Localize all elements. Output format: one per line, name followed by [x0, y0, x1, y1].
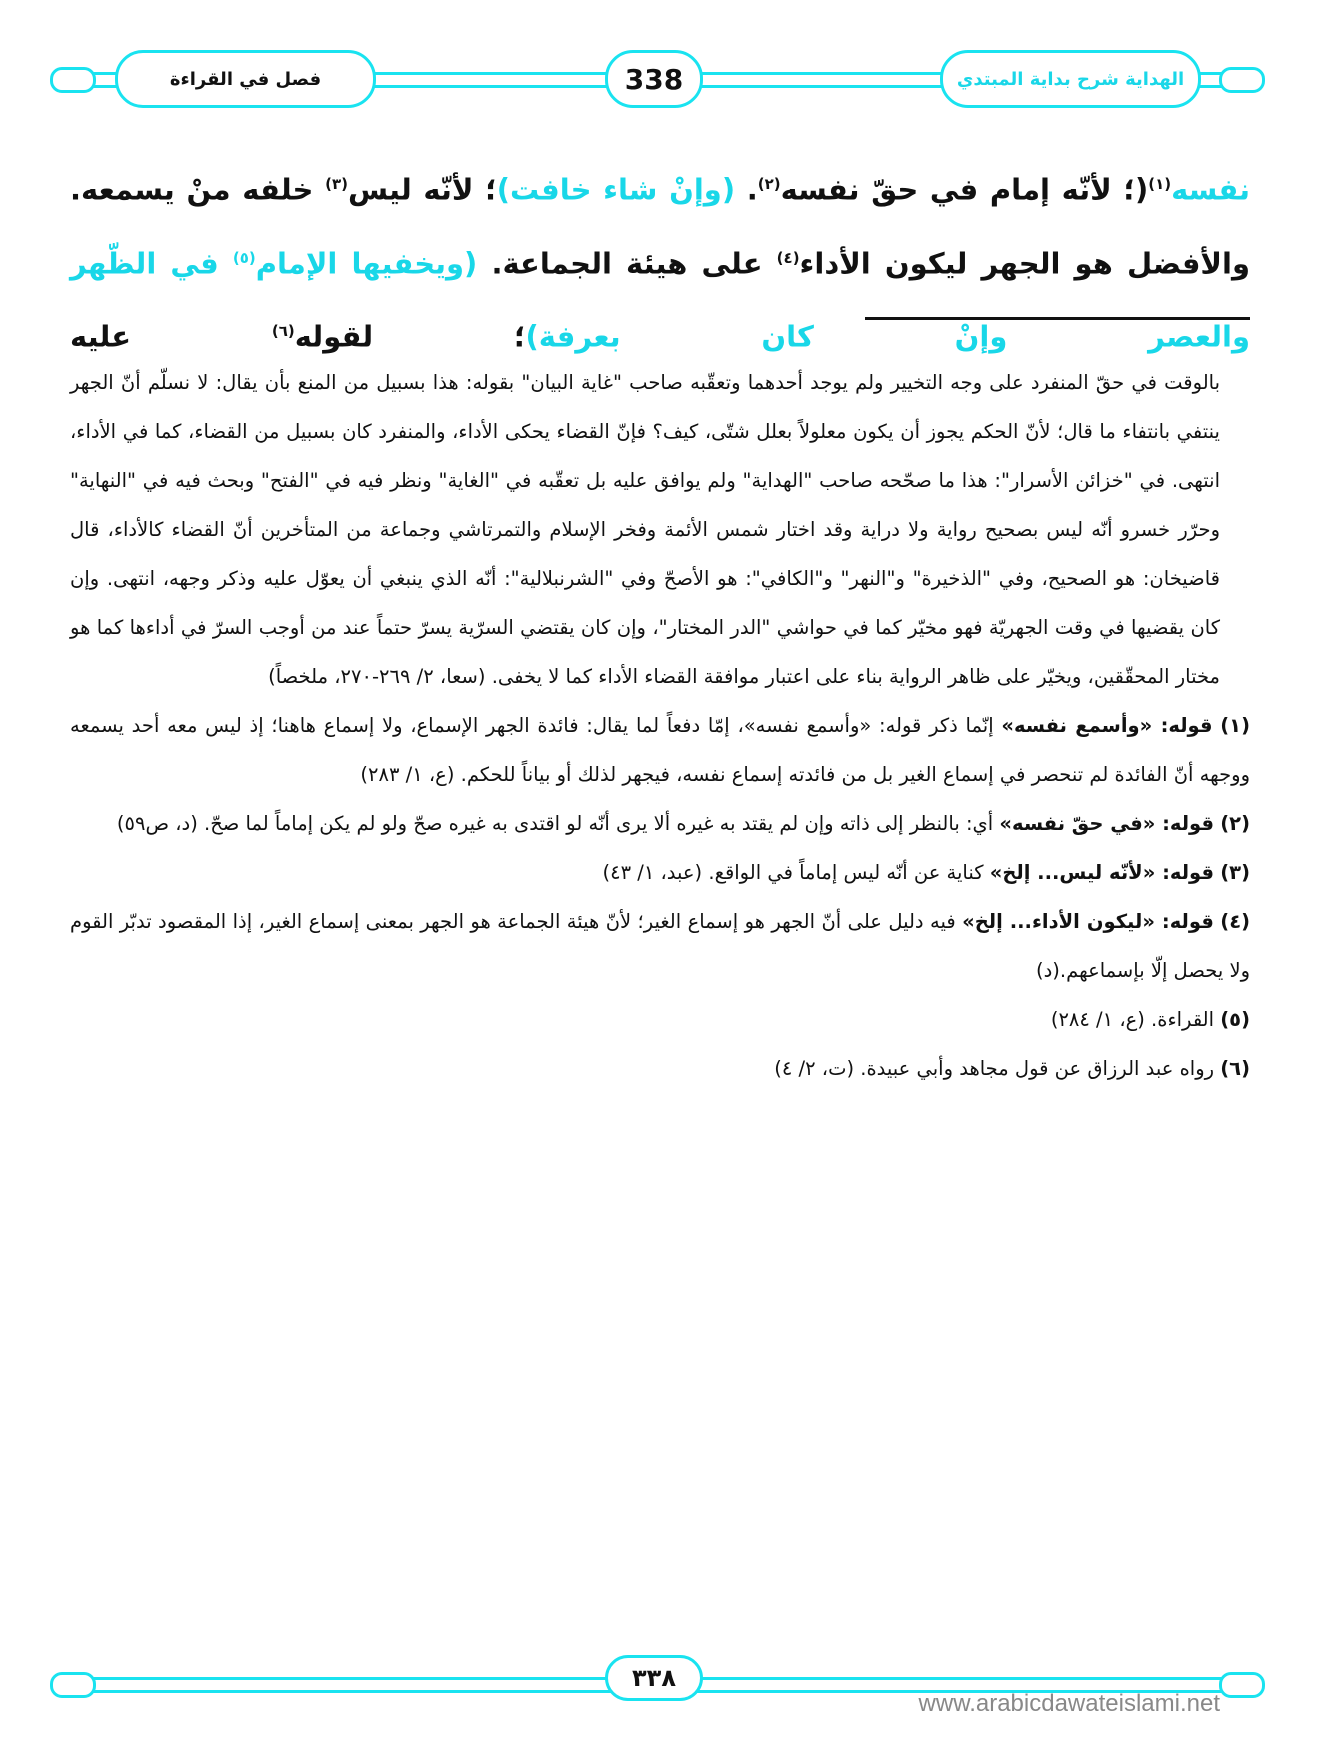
ornament-icon: [50, 67, 96, 93]
footnote-2: (٢) قوله: «في حقّ نفسه» أي: بالنظر إلى ذاته وإن لم يقتد به غيره ألا يرى أنّه لو اقتدى به غيره صحّ ولو لم يكن إماماً لما صحّ. (د، ص٥٩): [116, 812, 1250, 835]
footnote-3: (٣) قوله: «لأنّه ليس... إلخ» كناية عن أنّه ليس إماماً في الواقع. (عبد، ١/ ٤٣): [602, 861, 1250, 884]
footnote-1: (١) قوله: «وأسمع نفسه» إنّما ذكر قوله: «وأسمع نفسه»، إمّا دفعاً لما يقال: فائدة الجهر الإسماع، ولا إسماع هاهنا؛ إذ ليس معه أحد يسمعه ووجهه أنّ الفائدة لم تنحصر في إسماع الغير بل من فائدته إسماع نفسه، فيجهر لذلك أو بياناً للحكم. (ع، ١/ ٢٨٣): [70, 714, 1250, 786]
ornament-icon: [1219, 1672, 1265, 1698]
footnote-ref[interactable]: (٦): [271, 322, 295, 341]
chapter-title: فصل في القراءة: [115, 50, 376, 108]
text: خلفه منْ يسمعه. والأفضل هو الجهر ليكون الأداء: [70, 172, 1250, 281]
footnote-5: (٥) القراءة. (ع، ١/ ٢٨٤): [1050, 1008, 1250, 1031]
footnote-ref[interactable]: (١): [1148, 175, 1172, 193]
footnote-ref[interactable]: (٣): [325, 175, 348, 193]
main-text: [70, 150, 1250, 371]
watermark: www.arabicdawateislami.net: [918, 1690, 1220, 1717]
text: عليه: [70, 319, 272, 354]
text: على هيئة الجماعة.: [477, 246, 777, 281]
text: نفسه: [1171, 172, 1250, 207]
continued-note: بالوقت في حقّ المنفرد على وجه التخيير ولم يوجد أحدهما وتعقّبه صاحب "غاية البيان" بقوله: هذا بسبيل من المنع بأن يقال: لا نسلّم أنّ الجهر ينتفي بانتفاء ما قال؛ لأنّ الحكم يجوز أن يكون معلولاً بعلل شتّى، كيف؟ فإنّ القضاء يحكى الأداء، والمنفرد كان بسبيل من القضاء، كما في الأداء، انتهى. في "خزائن الأسرار": هذا ما صحّحه صاحب "الهداية" ولم يوافق عليه بل تعقّبه في "الغاية" ونظر فيه في "الفتح" وبحث فيه في "النهاية" وحرّر خسرو أنّه ليس بصحيح رواية ولا دراية وقد اختار شمس الأئمة وفخر الإسلام والتمرتاشي وجماعة من المتأخرين أنّ القضاء كالأداء، قال قاضيخان: هو الصحيح، وفي "الذخيرة" و"النهر" و"الكافي": هو الأصحّ وفي "الشرنبلالية": أنّه الذي ينبغي أن يعوّل عليه وذكر وجهه، انتهى. وإن كان يقضيها في وقت الجهريّة فهو مخيّر كما في حواشي "الدر المختار"، وإن كان يقتضي السرّية يسرّ حتماً عند من أوجب السرّ في أداءها كما هو مختار المحقّقين، ويخيّر على ظاهر الرواية بناء على اعتبار موافقة القضاء الأداء كما لا يخفى. (سعا، ٢/ ٢٦٩-٢٧٠، ملخصاً): [70, 371, 1220, 688]
matn-text: (ويخفيها الإمام: [255, 246, 478, 281]
footer-page-number: ٣٣٨: [605, 1655, 703, 1701]
footnote-ref[interactable]: (٢): [757, 175, 781, 193]
text: ؛ لقوله: [294, 319, 526, 354]
page-header: [50, 50, 1265, 108]
footnote-4: (٤) قوله: «ليكون الأداء... إلخ» فيه دليل على أنّ الجهر هو إسماع الغير؛ لأنّ هيئة الجماعة هو الجهر بمعنى إسماع الغير، إذا المقصود تدبّر القوم ولا يحصل إلّا بإسماعهم.(د): [70, 910, 1251, 982]
footnote-6: (٦) رواه عبد الرزاق عن قول مجاهد وأبي عبيدة. (ت، ٢/ ٤): [774, 1057, 1250, 1080]
matn-text: في الظّهر والعصر وإنْ كان بعرفة): [70, 246, 1250, 354]
page-number: 338: [605, 50, 703, 108]
matn-text: (وإنْ شاء خافت): [496, 172, 736, 207]
text: .: [735, 172, 758, 207]
ornament-icon: [1219, 67, 1265, 93]
footnote-ref[interactable]: (٤): [776, 248, 800, 267]
text: (؛ لأنّه إمام في حقّ نفسه: [780, 172, 1149, 207]
footnote-separator: [865, 317, 1250, 320]
ornament-icon: [50, 1672, 96, 1698]
text: ؛ لأنّه ليس: [348, 172, 497, 207]
footnote-ref[interactable]: (٥): [232, 248, 256, 267]
book-title-logo: الهداية شرح بداية المبتدي: [940, 50, 1201, 108]
footnotes: [70, 358, 1250, 1093]
